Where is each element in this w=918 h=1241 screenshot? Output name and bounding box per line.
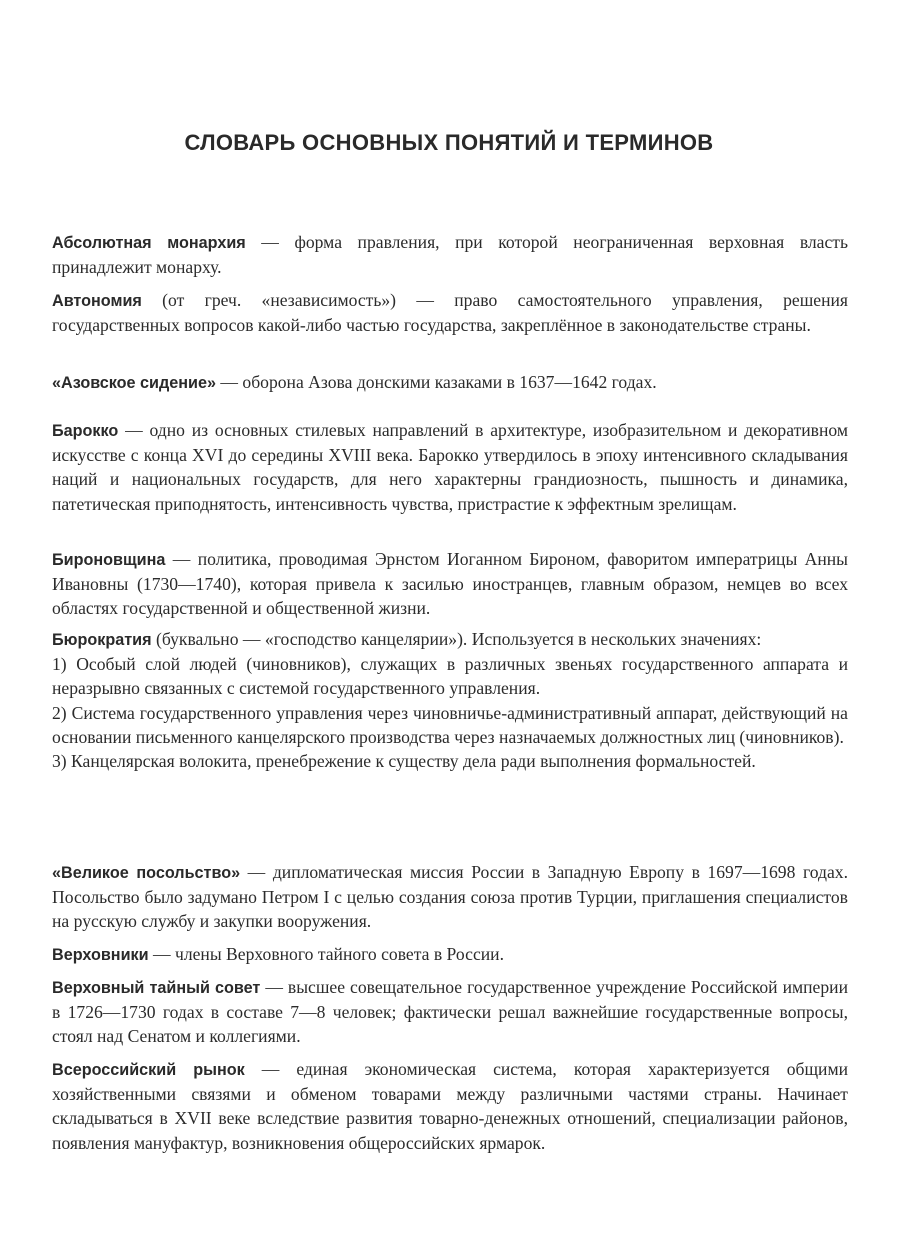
entry-definition: — дипломатическая миссия России в Западную Европу в 1697—1698 годах. Посольство было задумано Петром I с целью создания союза против Турции, приглашения специалистов на русскую службу и закупки вооружения.	[52, 862, 848, 932]
glossary-entry-absolute-monarchy	[52, 230, 848, 279]
definition-item: 2) Система государственного управления через чиновничье-административный аппарат, действующий на основании письменного канцелярского производства через назначаемых должностных лиц (чиновников).	[52, 702, 848, 747]
entry-definition: — политика, проводимая Эрнстом Иоганном Бироном, фаворитом императрицы Анны Ивановны (1730—1740), которая привела к засилью иностранцев, главным образом, немцев во всех областях государственной и общественной жизни.	[52, 549, 848, 619]
glossary-entry-baroque	[52, 418, 848, 516]
entry-term: Автономия	[52, 292, 142, 310]
glossary-entry-grand-embassy	[52, 860, 848, 934]
glossary-entry-all-russian-market	[52, 1057, 848, 1155]
entry-definition: (буквально — «господство канцелярии»). Используется в нескольких значениях:	[151, 629, 762, 649]
entry-term: Бироновщина	[52, 551, 166, 569]
entry-term: Верховники	[52, 946, 149, 964]
glossary-entry-verkhovniki	[52, 942, 848, 967]
entry-definition: — единая экономическая система, которая характеризуется общими хозяйственными связями и обменом товарами между различными частями страны. Начинает складываться в XVII веке вследствие развития товарно-денежных отношений, специализации районов, появления мануфактур, возникновения общероссийских ярмарок.	[52, 1059, 848, 1153]
entry-term: Всероссийский рынок	[52, 1061, 245, 1079]
entry-term: Верховный тайный совет	[52, 979, 261, 997]
glossary-entry-bironovshchina	[52, 547, 848, 621]
entry-term: Бюрократия	[52, 631, 152, 649]
entry-definition: (от греч. «независимость») — право самостоятельного управления, решения государственных вопросов какой-либо частью государства, закреплённое в законодательстве страны.	[52, 290, 848, 336]
entry-term: Абсолютная монархия	[52, 234, 246, 252]
page-title: СЛОВАРЬ ОСНОВНЫХ ПОНЯТИЙ И ТЕРМИНОВ	[184, 130, 714, 155]
glossary-entry-autonomy	[52, 288, 848, 337]
entry-definition: — члены Верховного тайного совета в России.	[148, 944, 504, 964]
glossary-entry-azov-siege	[52, 370, 848, 395]
entry-definition: — оборона Азова донскими казаками в 1637—1642 годах.	[216, 372, 657, 392]
entry-heading	[52, 627, 848, 652]
entry-definition: — одно из основных стилевых направлений в архитектуре, изобразительном и декоративном искусстве с конца XVI до середины XVIII века. Барокко утвердилось в эпоху интенсивного складывания наций и национальных государств, для него характерны грандиозность, пышность и динамика, патетическая приподнятость, интенсивность чувства, пристрастие к эффектным зрелищам.	[52, 420, 848, 514]
definition-item: 1) Особый слой людей (чиновников), служащих в различных звеньях государственного аппарата и неразрывно связанных с системой государственного управления.	[52, 654, 848, 699]
entry-definition: — высшее совещательное государственное учреждение Российской империи в 1726—1730 годах в составе 7—8 человек; фактически решал важнейшие государственные вопросы, стоял над Сенатом и коллегиями.	[52, 977, 848, 1047]
glossary-entry-bureaucracy	[52, 627, 848, 773]
entry-term: «Азовское сидение»	[52, 374, 217, 392]
definition-item: 3) Канцелярская волокита, пренебрежение к существу дела ради выполнения формальностей.	[52, 751, 756, 772]
glossary-entry-supreme-privy-council	[52, 975, 848, 1049]
entry-term: Барокко	[52, 422, 119, 440]
entry-definition: — форма правления, при которой неограниченная верховная власть принадлежит монарху.	[52, 232, 848, 278]
entry-term: «Великое посольство»	[52, 864, 241, 882]
